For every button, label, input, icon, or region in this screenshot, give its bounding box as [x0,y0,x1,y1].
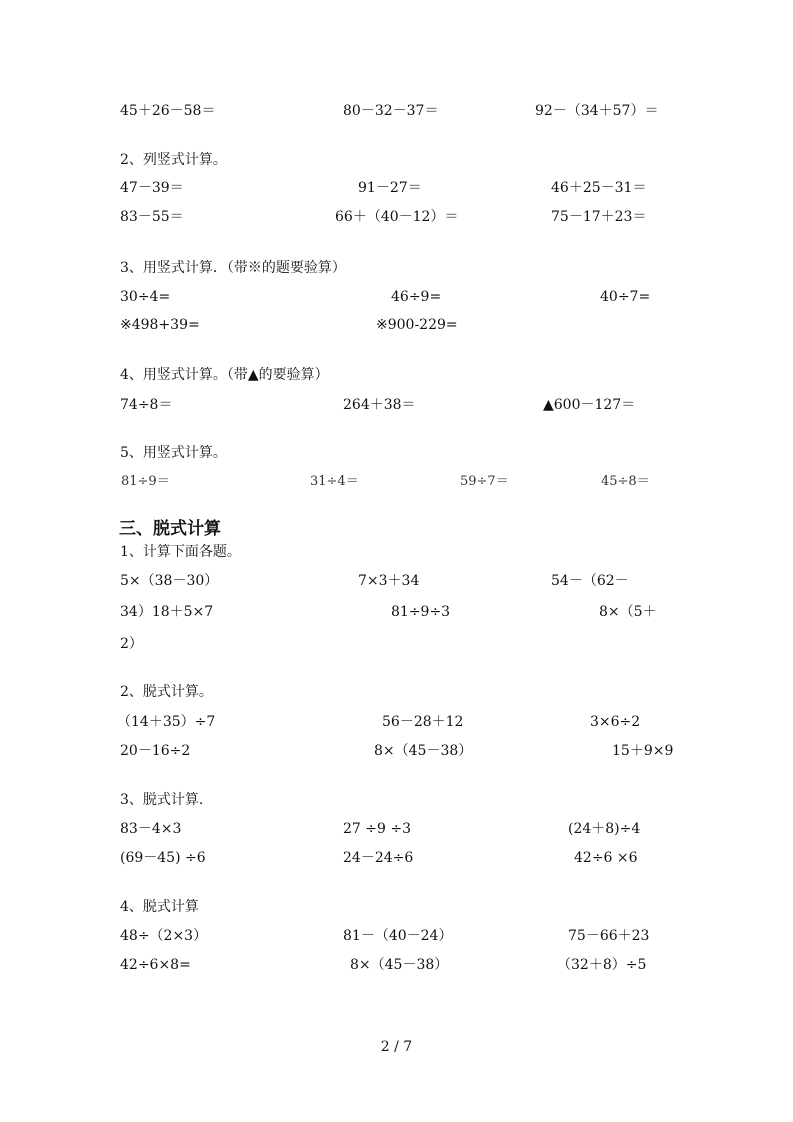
problem: (24＋8)÷4 [568,821,641,837]
question-title: 5、用竖式计算。 [120,445,227,461]
problem: 2） [120,636,143,652]
problem: 80－32－37＝ [343,103,439,119]
problem: 15＋9×9 [612,743,674,759]
problem: 46＋25－31＝ [551,180,647,196]
problem: 7×3＋34 [358,573,420,589]
problem: ▲600－127＝ [543,397,636,413]
problem: 48÷（2×3） [120,928,208,944]
problem: ※900-229= [376,317,458,333]
question-title: 4、用竖式计算。（带▲的要验算） [120,367,329,383]
problem: 42÷6 ×6 [574,850,638,866]
problem: 91－27＝ [358,180,422,196]
problem: （32＋8）÷5 [557,957,647,973]
problem: 83－55＝ [120,209,184,225]
problem: 31÷4＝ [310,474,359,489]
problem: 45÷8＝ [601,474,650,489]
problem: 20－16÷2 [120,743,191,759]
question-title: 3、脱式计算. [120,792,204,808]
problem: 83－4×3 [120,821,182,837]
question-title: 3、用竖式计算．（带※的题要验算） [120,260,346,276]
problem: 3×6÷2 [590,714,641,730]
problem: 34）18＋5×7 [120,604,214,620]
problem: 5×（38－30） [120,573,219,589]
problem: 75－66＋23 [568,928,650,944]
problem: 81÷9÷3 [391,604,451,620]
page-number: 2 / 7 [380,1039,413,1055]
problem: 81÷9＝ [121,474,170,489]
problem: 264＋38＝ [343,397,416,413]
section-heading: 三、脱式计算 [119,519,221,539]
problem: ※498+39= [120,317,200,333]
question-title: 2、脱式计算。 [120,684,213,700]
question-title: 4、脱式计算 [120,899,199,915]
problem: 40÷7= [600,289,651,305]
problem: 92－（34＋57）＝ [535,103,659,119]
problem: 30÷4= [120,289,171,305]
problem: 8×（5＋ [599,604,657,620]
problem: 74÷8＝ [120,397,173,413]
problem: 47－39＝ [120,180,184,196]
problem: 8×（45－38） [350,957,449,973]
problem: 42÷6×8= [120,957,191,973]
problem: 27 ÷9 ÷3 [343,821,411,837]
problem: 54－（62－ [551,573,629,589]
problem: 75－17＋23＝ [551,209,647,225]
problem: (69－45) ÷6 [120,850,206,866]
problem: 24－24÷6 [343,850,414,866]
problem: 81－（40－24） [343,928,453,944]
problem: 8×（45－38） [374,743,473,759]
question-title: 2、列竖式计算。 [120,152,227,168]
problem: 45＋26－58＝ [120,103,216,119]
question-title: 1、计算下面各题。 [120,544,241,560]
problem: 59÷7＝ [460,474,509,489]
problem: 66＋（40－12）＝ [335,209,459,225]
problem: 46÷9= [391,289,442,305]
problem: （14＋35）÷7 [117,714,216,730]
problem: 56－28＋12 [382,714,464,730]
